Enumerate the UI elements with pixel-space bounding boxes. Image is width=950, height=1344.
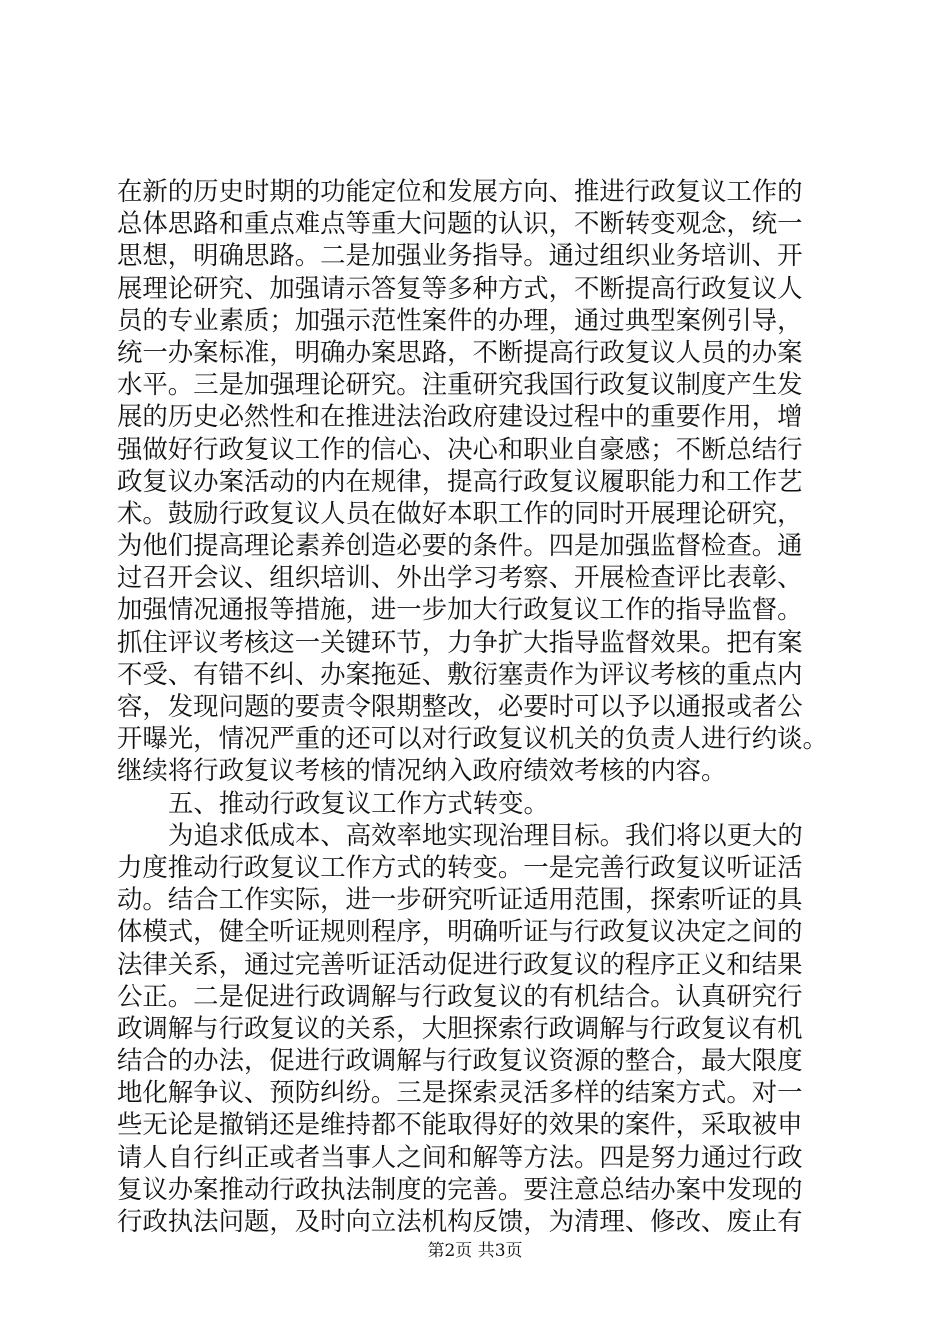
text-line: 强做好行政复议工作的信心、决心和职业自豪感；不断总结行 <box>117 433 803 464</box>
text-line: 加强情况通报等措施，进一步加大行政复议工作的指导监督。 <box>117 594 803 625</box>
text-line: 复议办案推动行政执法制度的完善。要注意总结办案中发现的 <box>117 1173 803 1204</box>
text-line: 水平。三是加强理论研究。注重研究我国行政复议制度产生发 <box>117 369 803 400</box>
text-line: 容，发现问题的要责令限期整改，必要时可以予以通报或者公 <box>117 691 803 721</box>
text-line: 总体思路和重点难点等重大问题的认识，不断转变观念，统一 <box>117 208 803 239</box>
text-line: 展的历史必然性和在推进法治政府建设过程中的重要作用，增 <box>117 401 803 432</box>
text-line: 政复议办案活动的内在规律，提高行政复议履职能力和工作艺 <box>117 465 803 496</box>
text-line: 力度推动行政复议工作方式的转变。一是完善行政复议听证活 <box>117 851 803 882</box>
text-line: 政调解与行政复议的关系，大胆探索行政调解与行政复议有机 <box>117 1012 803 1043</box>
text-line: 思想，明确思路。二是加强业务指导。通过组织业务培训、开 <box>117 240 803 271</box>
document-body <box>117 175 837 1237</box>
text-line: 结合的办法，促进行政调解与行政复议资源的整合，最大限度 <box>117 1045 803 1076</box>
text-line: 展理论研究、加强请示答复等多种方式，不断提高行政复议人 <box>117 272 803 303</box>
text-line: 些无论是撤销还是维持都不能取得好的效果的案件，采取被申 <box>117 1109 803 1140</box>
text-line: 请人自行纠正或者当事人之间和解等方法。四是努力通过行政 <box>117 1141 803 1172</box>
text-line: 体模式，健全听证规则程序，明确听证与行政复议决定之间的 <box>117 916 803 947</box>
text-line: 行政执法问题，及时向立法机构反馈，为清理、修改、废止有 <box>117 1206 803 1236</box>
page-footer: 第2页 共3页 <box>427 1241 523 1261</box>
text-line: 过召开会议、组织培训、外出学习考察、开展检查评比表彰、 <box>117 562 803 593</box>
text-line: 动。结合工作实际，进一步研究听证适用范围，探索听证的具 <box>117 884 803 915</box>
text-line: 不受、有错不纠、办案拖延、敷衍塞责作为评议考核的重点内 <box>117 658 803 689</box>
text-line: 在新的历史时期的功能定位和发展方向、推进行政复议工作的 <box>117 176 803 206</box>
paragraph-first-line: 为追求低成本、高效率地实现治理目标。我们将以更大的 <box>168 819 803 850</box>
text-line: 术。鼓励行政复议人员在做好本职工作的同时开展理论研究， <box>117 497 803 528</box>
text-line: 继续将行政复议考核的情况纳入政府绩效考核的内容。 <box>117 755 727 786</box>
text-line: 抓住评议考核这一关键环节，力争扩大指导监督效果。把有案 <box>117 626 803 657</box>
text-line: 法律关系，通过完善听证活动促进行政复议的程序正义和结果 <box>117 948 803 979</box>
section-heading: 五、推动行政复议工作方式转变。 <box>168 787 549 818</box>
text-line: 统一办案标准，明确办案思路，不断提高行政复议人员的办案 <box>117 336 803 367</box>
text-line: 员的专业素质；加强示范性案件的办理，通过典型案例引导， <box>117 304 803 335</box>
text-line: 公正。二是促进行政调解与行政复议的有机结合。认真研究行 <box>117 980 803 1011</box>
text-line: 地化解争议、预防纠纷。三是探索灵活多样的结案方式。对一 <box>117 1077 803 1108</box>
text-line: 开曝光，情况严重的还可以对行政复议机关的负责人进行约谈。 <box>117 723 828 754</box>
text-line: 为他们提高理论素养创造必要的条件。四是加强监督检查。通 <box>117 530 803 561</box>
